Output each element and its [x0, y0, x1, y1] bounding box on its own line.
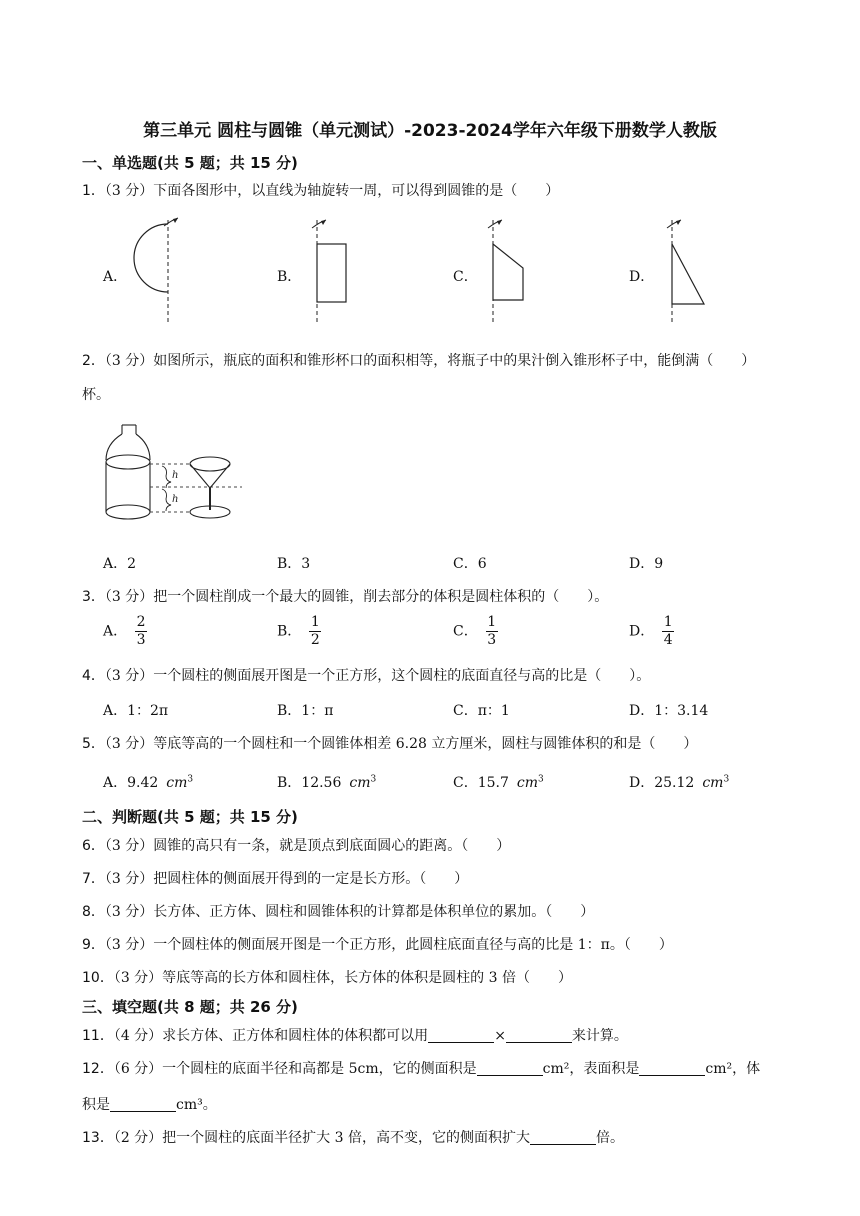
q2-figure-height-label: h — [172, 470, 179, 481]
question-number: 1． — [82, 183, 105, 199]
question-7 — [82, 868, 468, 888]
question-number: 10． — [82, 970, 114, 986]
question-text: （3 分）一个圆柱的侧面展开图是一个正方形，这个圆柱的底面直径与高的比是（ ）。 — [104, 668, 651, 684]
option-text: B．12.56 — [277, 775, 342, 791]
question-text: 倍。 — [596, 1130, 624, 1146]
question-number: 9． — [82, 937, 105, 953]
question-2-continuation: 杯。 — [82, 387, 110, 403]
q1-option-c[interactable]: C． — [453, 269, 478, 285]
q2-option-d[interactable]: D．9 — [629, 556, 664, 572]
unit-cm3: $cm^3$ — [166, 774, 194, 791]
question-2 — [82, 350, 755, 370]
question-number: 13． — [82, 1130, 114, 1146]
numerator: 1 — [663, 614, 673, 630]
q1-figure-a-semicircle — [120, 212, 190, 327]
question-number: 6． — [82, 838, 105, 854]
question-12-continuation — [82, 1094, 217, 1114]
q3-option-a[interactable] — [103, 614, 147, 649]
q2-option-a[interactable]: A．2 — [103, 556, 137, 572]
q5-option-d[interactable] — [629, 772, 729, 792]
q5-option-a[interactable] — [103, 772, 193, 792]
option-letter: A． — [103, 623, 128, 640]
option-letter: C． — [453, 623, 478, 640]
question-text: （3 分）等底等高的一个圆柱和一个圆锥体相差 6.28 立方厘米，圆柱与圆锥体积的和是（ ） — [104, 736, 698, 752]
answer-blank[interactable] — [506, 1028, 572, 1043]
question-number: 11． — [82, 1028, 114, 1044]
answer-blank[interactable] — [639, 1061, 705, 1076]
q1-option-b[interactable]: B． — [277, 269, 302, 285]
fraction — [662, 614, 674, 649]
q1-figure-c-trapezoid — [476, 212, 536, 327]
q4-option-a[interactable]: A．1：2π — [103, 703, 169, 719]
denominator: 3 — [487, 632, 497, 648]
q4-option-b[interactable]: B．1：π — [277, 703, 334, 719]
question-8 — [82, 901, 594, 921]
numerator: 1 — [487, 614, 497, 630]
unit-cm3: $cm^3$ — [702, 774, 730, 791]
denominator: 3 — [136, 632, 146, 648]
q2-figure-height-label: h — [172, 494, 179, 505]
q2-figure-bottle-and-cone-cup — [100, 420, 250, 530]
question-number: 4． — [82, 668, 105, 684]
fraction — [309, 614, 321, 649]
question-text: （3 分）把一个圆柱削成一个最大的圆锥，削去部分的体积是圆柱体积的（ ）。 — [104, 589, 609, 605]
question-12 — [82, 1058, 760, 1078]
fraction — [135, 614, 147, 649]
question-4 — [82, 665, 650, 685]
question-number: 8． — [82, 904, 105, 920]
option-letter: B． — [277, 623, 302, 640]
section-heading-single-choice: 一、单选题(共 5 题；共 15 分) — [82, 154, 298, 172]
option-text: C．15.7 — [453, 775, 509, 791]
section-heading-true-false: 二、判断题(共 5 题；共 15 分) — [82, 808, 298, 826]
question-number: 12． — [82, 1061, 114, 1077]
question-number: 5． — [82, 736, 105, 752]
q5-option-c[interactable] — [453, 772, 544, 792]
q1-option-d[interactable]: D． — [629, 269, 655, 285]
q5-option-b[interactable] — [277, 772, 376, 792]
question-text: 来计算。 — [571, 1028, 628, 1044]
option-text: D．25.12 — [629, 775, 695, 791]
q3-option-c[interactable] — [453, 614, 498, 649]
question-5 — [82, 733, 697, 753]
question-10 — [82, 967, 572, 987]
unit-cm3: $cm^3$ — [349, 774, 377, 791]
answer-blank[interactable] — [110, 1097, 176, 1112]
question-11 — [82, 1025, 628, 1045]
question-text: cm²，表面积是 — [542, 1061, 640, 1077]
question-9 — [82, 934, 673, 954]
question-text: （3 分）等底等高的长方体和圆柱体，长方体的体积是圆柱的 3 倍（ ） — [113, 970, 572, 986]
denominator: 4 — [663, 632, 673, 648]
question-text: cm³。 — [176, 1097, 217, 1113]
denominator: 2 — [310, 632, 320, 648]
answer-blank[interactable] — [530, 1130, 596, 1145]
question-number: 2． — [82, 353, 105, 369]
numerator: 2 — [136, 614, 146, 630]
question-text: （3 分）圆锥的高只有一条，就是顶点到底面圆心的距离。（ ） — [104, 838, 511, 854]
question-text: （3 分）一个圆柱体的侧面展开图是一个正方形，此圆柱底面直径与高的比是 1：π。（ ） — [104, 937, 673, 953]
question-text: （3 分）下面各图形中，以直线为轴旋转一周，可以得到圆锥的是（ ） — [104, 183, 560, 199]
question-13 — [82, 1127, 624, 1147]
q2-option-b[interactable]: B．3 — [277, 556, 311, 572]
question-text: （3 分）长方体、正方体、圆柱和圆锥体积的计算都是体积单位的累加。（ ） — [104, 904, 595, 920]
q3-option-b[interactable] — [277, 614, 321, 649]
q1-figure-b-rectangle — [300, 212, 360, 327]
question-text: × — [494, 1028, 506, 1044]
fraction — [486, 614, 498, 649]
question-text: （2 分）把一个圆柱的底面半径扩大 3 倍，高不变，它的侧面积扩大 — [113, 1130, 530, 1146]
section-heading-fill-in: 三、填空题(共 8 题；共 26 分) — [82, 998, 298, 1016]
answer-blank[interactable] — [428, 1028, 494, 1043]
question-number: 3． — [82, 589, 105, 605]
question-3 — [82, 586, 608, 606]
q4-option-d[interactable]: D．1：3.14 — [629, 703, 709, 719]
answer-blank[interactable] — [477, 1061, 543, 1076]
q1-option-a[interactable]: A． — [103, 269, 128, 285]
question-text: 积是 — [82, 1097, 110, 1113]
question-text: cm²，体 — [705, 1061, 761, 1077]
q2-option-c[interactable]: C．6 — [453, 556, 487, 572]
question-number: 7． — [82, 871, 105, 887]
question-text: （4 分）求长方体、正方体和圆柱体的体积都可以用 — [113, 1028, 429, 1044]
q1-figure-d-triangle — [655, 212, 715, 327]
question-text: （3 分）如图所示，瓶底的面积和锥形杯口的面积相等，将瓶子中的果汁倒入锥形杯子中，能倒满（ ） — [104, 353, 756, 369]
numerator: 1 — [310, 614, 320, 630]
option-text: A．9.42 — [103, 775, 159, 791]
unit-cm3: $cm^3$ — [516, 774, 544, 791]
q4-option-c[interactable]: C．π：1 — [453, 703, 510, 719]
question-text: （3 分）把圆柱体的侧面展开得到的一定是长方形。（ ） — [104, 871, 469, 887]
question-6 — [82, 835, 510, 855]
page-title: 第三单元 圆柱与圆锥（单元测试）-2023-2024学年六年级下册数学人教版 — [143, 121, 717, 141]
question-text: （6 分）一个圆柱的底面半径和高都是 5cm，它的侧面积是 — [113, 1061, 477, 1077]
option-letter: D． — [629, 623, 655, 640]
question-1 — [82, 180, 559, 200]
q3-option-d[interactable] — [629, 614, 674, 649]
